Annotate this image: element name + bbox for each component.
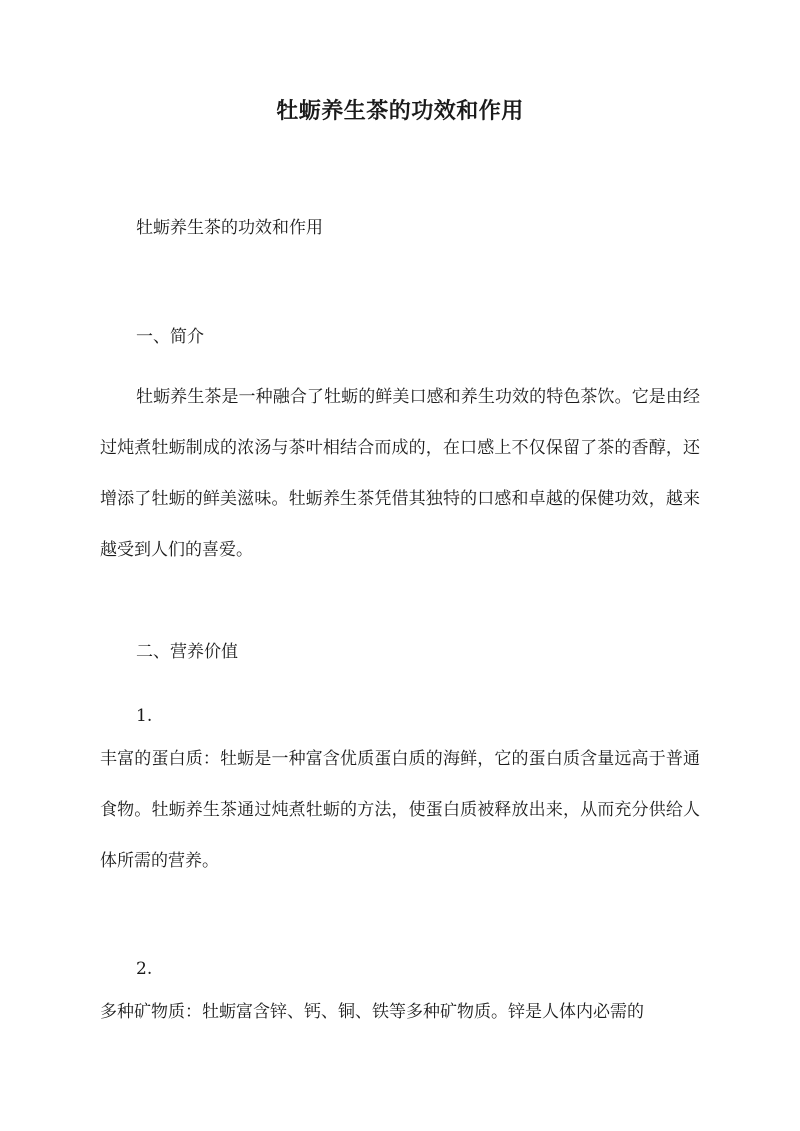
document-subtitle: 牡蛎养生茶的功效和作用	[136, 218, 323, 238]
list-item-text: 丰富的蛋白质：牡蛎是一种富含优质蛋白质的海鲜，它的蛋白质含量远高于普通食物。牡蛎养生茶通过炖煮牡蛎的方法，使蛋白质被释放出来，从而充分供给人体所需的营养。	[100, 749, 700, 871]
document-title: 牡蛎养生茶的功效和作用	[276, 98, 524, 124]
section-heading-intro: 一、简介	[136, 327, 204, 347]
list-item-number: 2.	[136, 959, 153, 979]
list-item-text: 多种矿物质：牡蛎富含锌、钙、铜、铁等多种矿物质。锌是人体内必需的	[100, 1002, 644, 1022]
list-item-number: 1.	[136, 706, 153, 726]
intro-paragraph: 牡蛎养生茶是一种融合了牡蛎的鲜美口感和养生功效的特色茶饮。它是由经过炖煮牡蛎制成的浓汤与茶叶相结合而成的，在口感上不仅保留了茶的香醇，还增添了牡蛎的鲜美滋味。牡蛎养生茶凭借其独特的口感和卓越的保健功效，越来越受到人们的喜爱。	[100, 387, 700, 560]
section-heading-nutrition: 二、营养价值	[136, 642, 238, 662]
